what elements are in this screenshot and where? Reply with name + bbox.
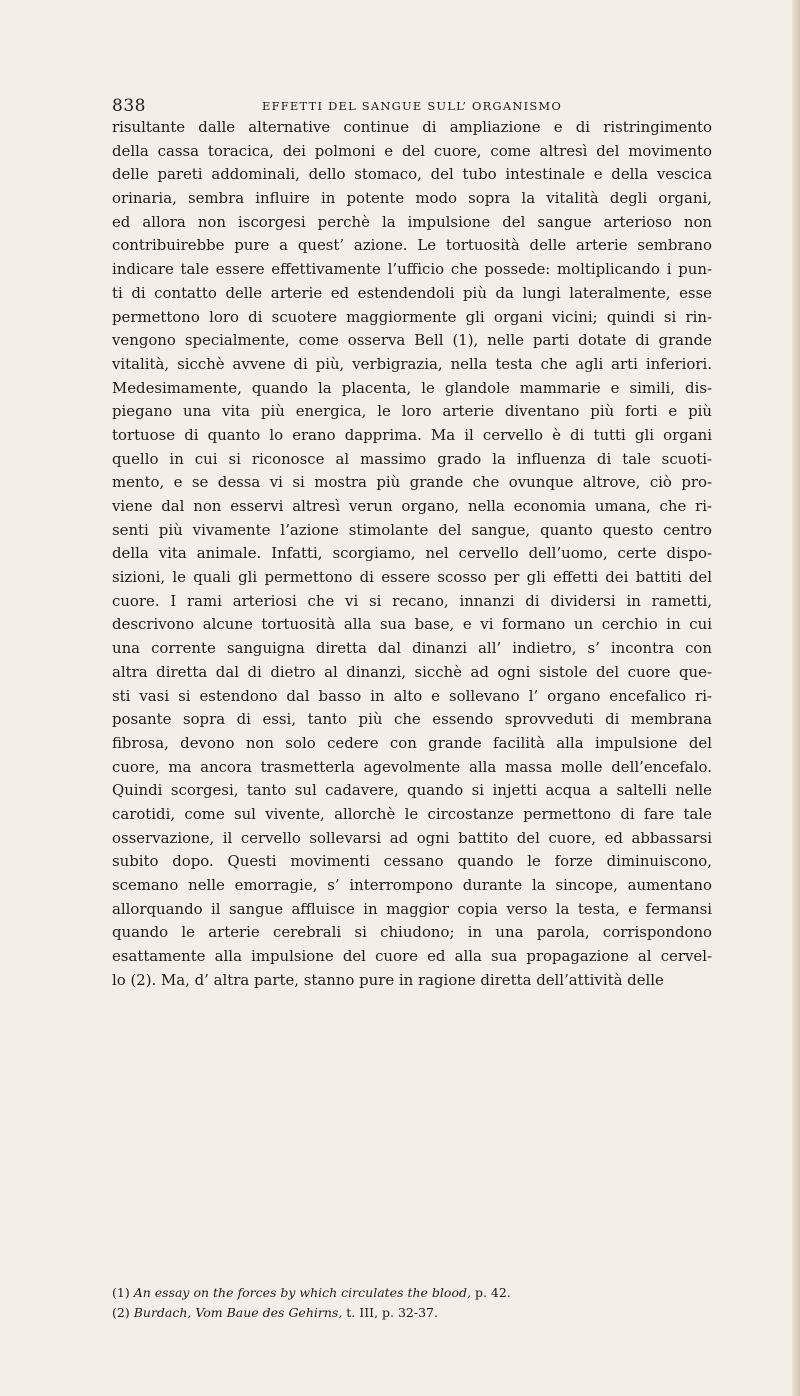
text-line: Medesimamente, quando la placenta, le glandole mammarie e simili, dis- [112,378,712,397]
footnote-1 [112,1283,712,1303]
text-line: sti vasi si estendono dal basso in alto e sollevano l’ organo encefalico ri- [112,686,712,705]
footnote-title: Burdach, Vom Baue des Gehirns, [133,1305,343,1320]
footnote-2 [112,1303,712,1323]
text-line: della cassa toracica, dei polmoni e del cuore, come altresì del movimento [112,141,712,160]
text-line: viene dal non esservi altresì verun organo, nella economia umana, che ri- [112,497,712,515]
text-line: scemano nelle emorragie, s’ interrompono durante la sincope, aumentano [112,876,712,894]
running-head: EFFETTI DEL SANGUE SULL’ ORGANISMO [261,99,563,113]
text-line: quando le arterie cerebrali si chiudono; in una parola, corrispondono [112,923,712,942]
text-line: cuore. I rami arteriosi che vi si recano, innanzi di dividersi in rametti, [112,591,712,610]
text-line: ed allora non iscorgesi perchè la impulsione del sangue arterioso non [112,212,712,231]
text-line: vitalità, sicchè avvene di più, verbigrazia, nella testa che agli arti inferiori. [112,354,712,373]
text-line: fibrosa, devono non solo cedere con grande facilità alla impulsione del [112,733,712,752]
text-line: della vita animale. Infatti, scorgiamo, nel cervello dell’uomo, certe dispo- [112,544,712,563]
text-line: allorquando il sangue affluisce in maggior copia verso la testa, e fermansi [112,899,712,918]
footnotes [112,1283,712,1323]
footnote-title: An essay on the forces by which circulates the blood, [133,1285,471,1300]
text-line: descrivono alcune tortuosità alla sua base, e vi formano un cerchio in cui [112,615,712,634]
text-line: tortuose di quanto lo erano dapprima. Ma il cervello è di tutti gli organi [112,425,712,444]
body-text [112,116,712,992]
text-line: una corrente sanguigna diretta dal dinanzi all’ indietro, s’ incontra con [112,639,712,658]
text-line: indicare tale essere effettivamente l’ufficio che possede: moltiplicando i pun- [112,260,712,279]
text-line: delle pareti addominali, dello stomaco, del tubo intestinale e della vescica [112,165,712,184]
text-line: esattamente alla impulsione del cuore ed alla sua propagazione al cervel- [112,947,712,966]
text-line: orinaria, sembra influire in potente modo sopra la vitalità degli organi, [112,189,712,208]
text-line: contribuirebbe pure a quest’ azione. Le tortuosità delle arterie sembrano [112,236,712,255]
text-line: quello in cui si riconosce al massimo grado la influenza di tale scuoti- [112,449,712,468]
page-number: 838 [112,96,146,116]
text-line: subito dopo. Questi movimenti cessano quando le forze diminuiscono, [112,852,712,871]
text-line: permettono loro di scuotere maggiormente gli organi vicini; quindi si rin- [112,307,712,326]
page-edge [792,0,800,1396]
footnote-mark: (2) [112,1305,130,1320]
footnote-ref: t. III, p. 32-37. [346,1305,438,1320]
text-line: cuore, ma ancora trasmetterla agevolmente alla massa molle dell’encefalo. [112,757,712,776]
text-line: vengono specialmente, come osserva Bell (1), nelle parti dotate di grande [112,331,712,350]
text-line: carotidi, come sul vivente, allorchè le circostanze permettono di fare tale [112,804,712,823]
text-line: posante sopra di essi, tanto più che essendo sprovveduti di membrana [112,710,712,729]
text-line: senti più vivamente l’azione stimolante del sangue, quanto questo centro [112,520,712,539]
text-line: piegano una vita più energica, le loro arterie diventano più forti e più [112,402,712,421]
text-line: risultante dalle alternative continue di ampliazione e di ristringimento [112,118,712,136]
footnote-mark: (1) [112,1285,130,1300]
text-line: sizioni, le quali gli permettono di essere scosso per gli effetti dei battiti del [112,568,712,587]
text-line: lo (2). Ma, d’ altra parte, stanno pure in ragione diretta dell’attività delle [112,970,664,989]
text-line: altra diretta dal di dietro al dinanzi, sicchè ad ogni sistole del cuore que- [112,662,712,681]
footnote-ref: p. 42. [474,1285,511,1300]
text-line: ti di contatto delle arterie ed estendendoli più da lungi lateralmente, esse [112,283,712,302]
text-line: osservazione, il cervello sollevarsi ad ogni battito del cuore, ed abbassarsi [112,828,712,847]
text-line: mento, e se dessa vi si mostra più grande che ovunque altrove, ciò pro- [112,473,712,492]
text-line: Quindi scorgesi, tanto sul cadavere, quando si injetti acqua a saltelli nelle [112,781,712,800]
